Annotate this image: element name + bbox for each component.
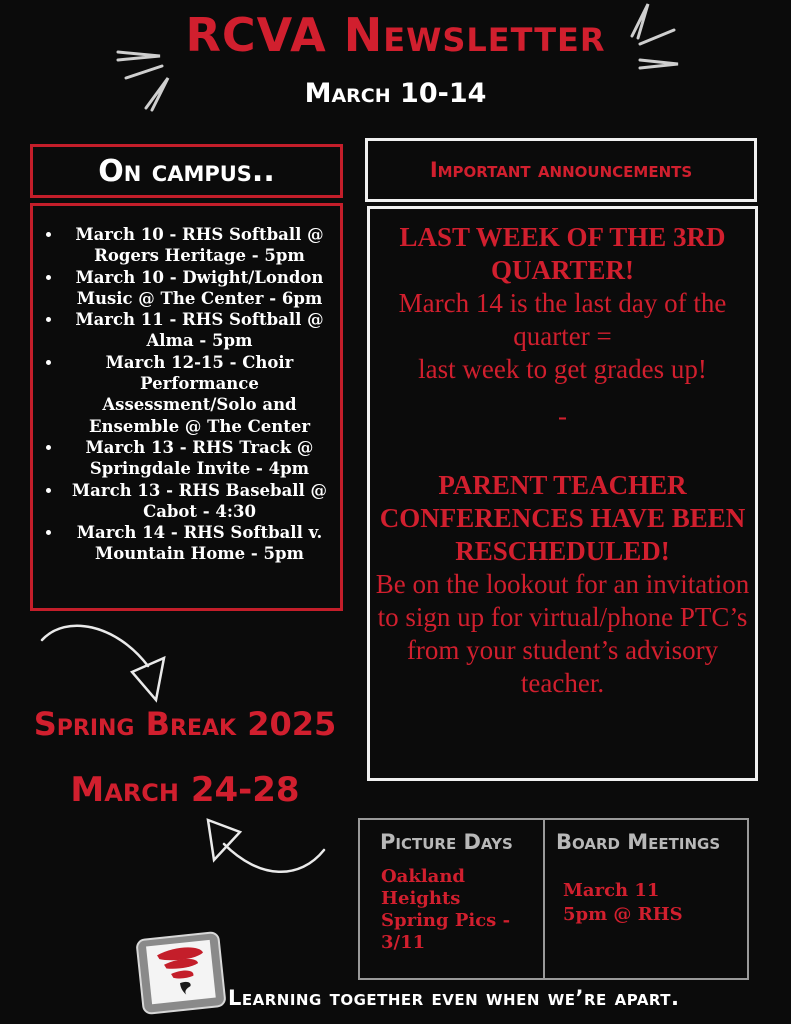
newsletter-title: RCVA Newsletter	[185, 8, 606, 62]
tablet-logo-icon	[133, 929, 229, 1018]
board-meetings-date: March 11	[563, 880, 660, 901]
arrow-up-icon	[200, 810, 330, 882]
announcement-2-title: PARENT TEACHER CONFERENCES HAVE BEEN RESCHEDULED!	[379, 470, 746, 566]
board-meetings-heading: Board Meetings	[556, 830, 721, 854]
event-item: • March 13 - RHS Baseball @ Cabot - 4:30	[63, 480, 332, 523]
announcement-separator: -	[558, 401, 567, 431]
announcements-heading: Important announcements	[365, 138, 757, 202]
announcements-box	[367, 206, 758, 781]
event-item: • March 13 - RHS Track @ Springdale Invite - 4pm	[63, 437, 332, 480]
announcement-1-title: LAST WEEK OF THE 3RD QUARTER!	[399, 222, 726, 285]
newsletter-date: March 10-14	[304, 78, 487, 109]
spring-break-title: Spring Break 2025	[33, 705, 337, 743]
picture-days-text: Oakland Heights Spring Pics - 3/11	[381, 866, 511, 953]
arrow-down-icon	[36, 618, 170, 708]
announcement-2-text: Be on the lookout for an invitation to sign up for virtual/phone PTC’s from your student’s advisory teacher.	[375, 569, 750, 698]
board-meetings-time: 5pm @ RHS	[563, 904, 683, 925]
announcement-1-text: March 14 is the last day of the quarter =	[398, 288, 727, 351]
burst-right-icon	[620, 0, 684, 74]
on-campus-heading: On campus..	[30, 144, 343, 198]
footer-tagline: Learning together even when we’re apart.	[228, 986, 680, 1010]
burst-left-icon	[112, 42, 176, 116]
event-item: • March 10 - RHS Softball @ Rogers Heritage - 5pm	[63, 224, 332, 267]
on-campus-events-box	[30, 203, 343, 611]
event-item: • March 12-15 - Choir Performance Assessment/Solo and Ensemble @ The Center	[63, 352, 332, 437]
info-box-divider	[543, 818, 545, 980]
picture-days-heading: Picture Days	[380, 830, 513, 854]
spring-break-dates: March 24-28	[70, 770, 300, 810]
events-list	[33, 206, 340, 565]
event-item: • March 11 - RHS Softball @ Alma - 5pm	[63, 309, 332, 352]
event-item: • March 10 - Dwight/London Music @ The Center - 6pm	[63, 267, 332, 310]
announcement-1-text-2: last week to get grades up!	[418, 354, 707, 384]
event-item: • March 14 - RHS Softball v. Mountain Home - 5pm	[63, 522, 332, 565]
